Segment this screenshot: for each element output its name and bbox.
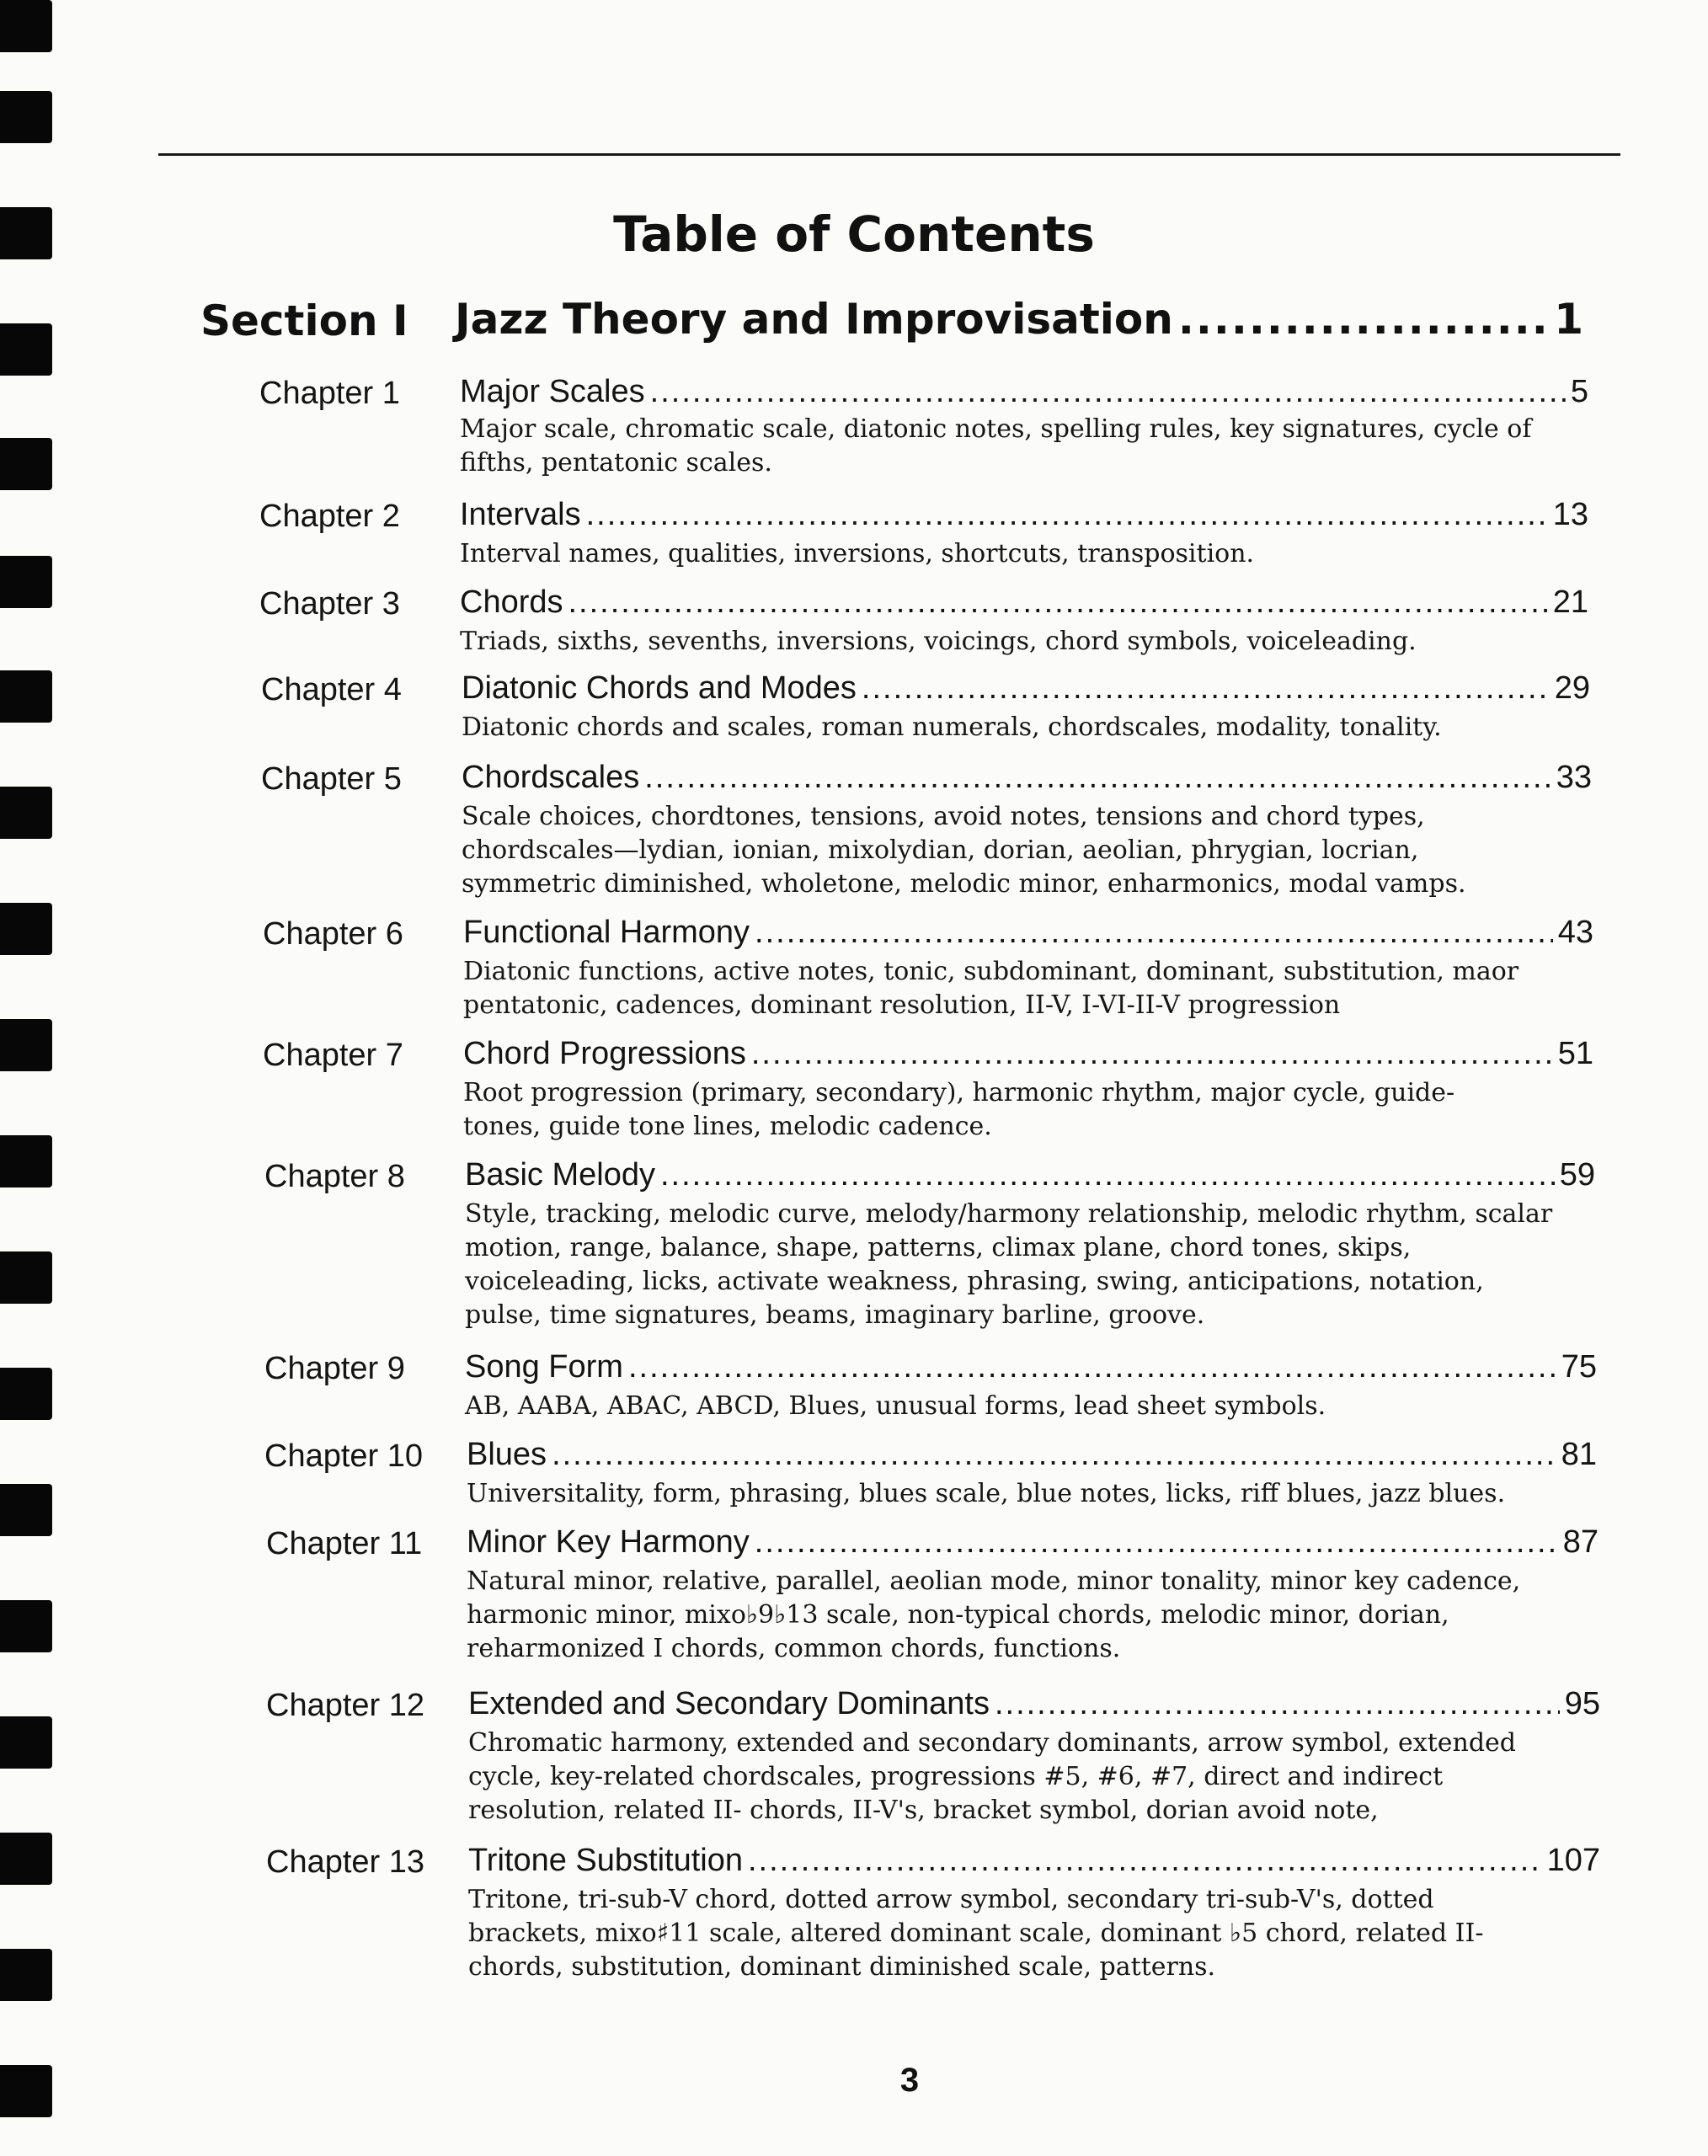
chapter-title: Major Scales (460, 374, 645, 409)
leader-dots (552, 1437, 1556, 1473)
chapter-page: 95 (1564, 1686, 1600, 1721)
leader-dots (748, 1843, 1542, 1879)
chapter-description: Diatonic functions, active notes, tonic, subdominant, dominant, substitution, maor pentatonic, cadences, dominant resolution, II-V, I-VI-II-V progression (463, 957, 1519, 1020)
chapter-page: 75 (1561, 1349, 1597, 1385)
section-page: 1 (1554, 295, 1583, 344)
leader-dots (755, 1524, 1558, 1561)
chapter-heading (467, 1437, 1597, 1473)
chapter-label: Chapter 7 (263, 1038, 403, 1073)
chapter-page: 43 (1557, 915, 1593, 950)
chapter-page: 21 (1552, 584, 1588, 620)
chapter-label: Chapter 5 (261, 761, 402, 797)
chapter-heading (468, 1686, 1600, 1722)
chapter-page: 13 (1552, 497, 1588, 532)
chapter-title: Chordscales (462, 760, 640, 795)
chapter-description: AB, AABA, ABAC, ABCD, Blues, unusual forms, lead sheet symbols. (465, 1391, 1326, 1421)
chapter-page: 5 (1570, 374, 1588, 409)
chapter-title: Chords (460, 584, 563, 620)
chapter-title: Extended and Secondary Dominants (468, 1686, 990, 1721)
chapter-title: Chord Progressions (463, 1036, 746, 1071)
leader-dots (1178, 295, 1549, 344)
leader-dots (650, 374, 1566, 410)
chapter-label: Chapter 9 (264, 1351, 405, 1386)
chapter-page: 51 (1557, 1036, 1593, 1071)
header-rule (158, 153, 1620, 156)
chapter-page: 29 (1554, 670, 1590, 706)
chapter-page: 81 (1561, 1437, 1597, 1472)
chapter-title: Blues (467, 1437, 547, 1472)
leader-dots (862, 670, 1550, 707)
chapter-label: Chapter 2 (259, 499, 400, 534)
chapter-label: Chapter 1 (259, 376, 400, 411)
chapter-title: Functional Harmony (463, 915, 750, 950)
chapter-description: Style, tracking, melodic curve, melody/harmony relationship, melodic rhythm, scalar motion, range, balance, shape, patterns, climax plane, chord tones, skips, voiceleading, licks, activate weakness, phrasing, swing, anticipations, notation, pulse, time signatures, beams, imaginary barline, groove. (465, 1199, 1553, 1330)
chapter-heading (468, 1843, 1600, 1879)
chapter-heading (462, 670, 1590, 707)
chapter-label: Chapter 10 (264, 1438, 424, 1474)
leader-dots (644, 760, 1551, 796)
chapter-title: Song Form (465, 1349, 623, 1385)
chapter-title: Diatonic Chords and Modes (462, 670, 857, 706)
chapter-label: Chapter 3 (259, 586, 400, 622)
spiral-binding (0, 0, 67, 2156)
chapter-title: Tritone Substitution (468, 1843, 743, 1878)
chapter-description: Scale choices, chordtones, tensions, avoid notes, tensions and chord types, chordscales—lydian, ionian, mixolydian, dorian, aeolian, phrygian, locrian, symmetric diminished, wholetone, melodic minor, enharmonics, modal vamps. (462, 802, 1466, 899)
chapter-page: 87 (1562, 1524, 1599, 1560)
leader-dots (751, 1036, 1553, 1072)
chapter-label: Chapter 8 (264, 1159, 405, 1194)
chapter-heading (463, 1036, 1593, 1072)
page-number: 3 (899, 2062, 920, 2099)
chapter-heading (462, 760, 1592, 796)
chapter-label: Chapter 6 (263, 916, 403, 952)
leader-dots (568, 584, 1548, 621)
chapter-description: Universitality, form, phrasing, blues scale, blue notes, licks, riff blues, jazz blues. (467, 1479, 1506, 1508)
section-heading (455, 295, 1583, 344)
chapter-description: Chromatic harmony, extended and secondary dominants, arrow symbol, extended cycle, key-related chordscales, progressions #5, #6, #7, direct and indirect resolution, related II- chords, II-V's, bracket symbol, dorian avoid note, (468, 1728, 1517, 1825)
chapter-description: Diatonic chords and scales, roman numerals, chordscales, modality, tonality. (462, 712, 1442, 742)
leader-dots (628, 1349, 1556, 1385)
chapter-page: 107 (1546, 1843, 1600, 1878)
chapter-title: Intervals (460, 497, 581, 532)
chapter-description: Interval names, qualities, inversions, shortcuts, transposition. (460, 539, 1255, 568)
chapter-title: Minor Key Harmony (467, 1524, 750, 1560)
chapter-title: Basic Melody (465, 1157, 655, 1193)
leader-dots (995, 1686, 1560, 1722)
chapter-heading (465, 1157, 1595, 1193)
leader-dots (660, 1157, 1555, 1193)
chapter-heading (467, 1524, 1599, 1561)
chapter-description: Root progression (primary, secondary), harmonic rhythm, major cycle, guide-tones, guide tone lines, melodic cadence. (463, 1078, 1455, 1141)
chapter-page: 33 (1556, 760, 1592, 795)
leader-dots (586, 497, 1548, 533)
chapter-heading (465, 1349, 1597, 1385)
chapter-heading (463, 915, 1593, 951)
chapter-heading (460, 584, 1588, 621)
chapter-label: Chapter 13 (266, 1844, 425, 1880)
chapter-label: Chapter 11 (266, 1526, 423, 1561)
section-title: Jazz Theory and Improvisation (455, 295, 1173, 344)
chapter-description: Triads, sixths, sevenths, inversions, voicings, chord symbols, voiceleading. (460, 627, 1417, 656)
section-label: Section I (200, 296, 408, 345)
chapter-description: Tritone, tri-sub-V chord, dotted arrow symbol, secondary tri-sub-V's, dotted brackets, mixo♯11 scale, altered dominant scale, dominant ♭5 chord, related II-chords, substitution, dominant diminished scale, patterns. (468, 1885, 1484, 1982)
chapter-label: Chapter 4 (261, 672, 402, 707)
chapter-label: Chapter 12 (266, 1688, 425, 1723)
page-title: Table of Contents (613, 205, 1095, 263)
chapter-description: Natural minor, relative, parallel, aeolian mode, minor tonality, minor key cadence, harmonic minor, mixo♭9♭13 scale, non-typical chords, melodic minor, dorian, reharmonized I chords, common chords, functions. (467, 1566, 1521, 1663)
chapter-page: 59 (1559, 1157, 1595, 1193)
chapter-heading (460, 497, 1588, 533)
chapter-heading (460, 374, 1588, 410)
chapter-description: Major scale, chromatic scale, diatonic notes, spelling rules, key signatures, cycle of fifths, pentatonic scales. (460, 414, 1532, 478)
leader-dots (755, 915, 1553, 951)
